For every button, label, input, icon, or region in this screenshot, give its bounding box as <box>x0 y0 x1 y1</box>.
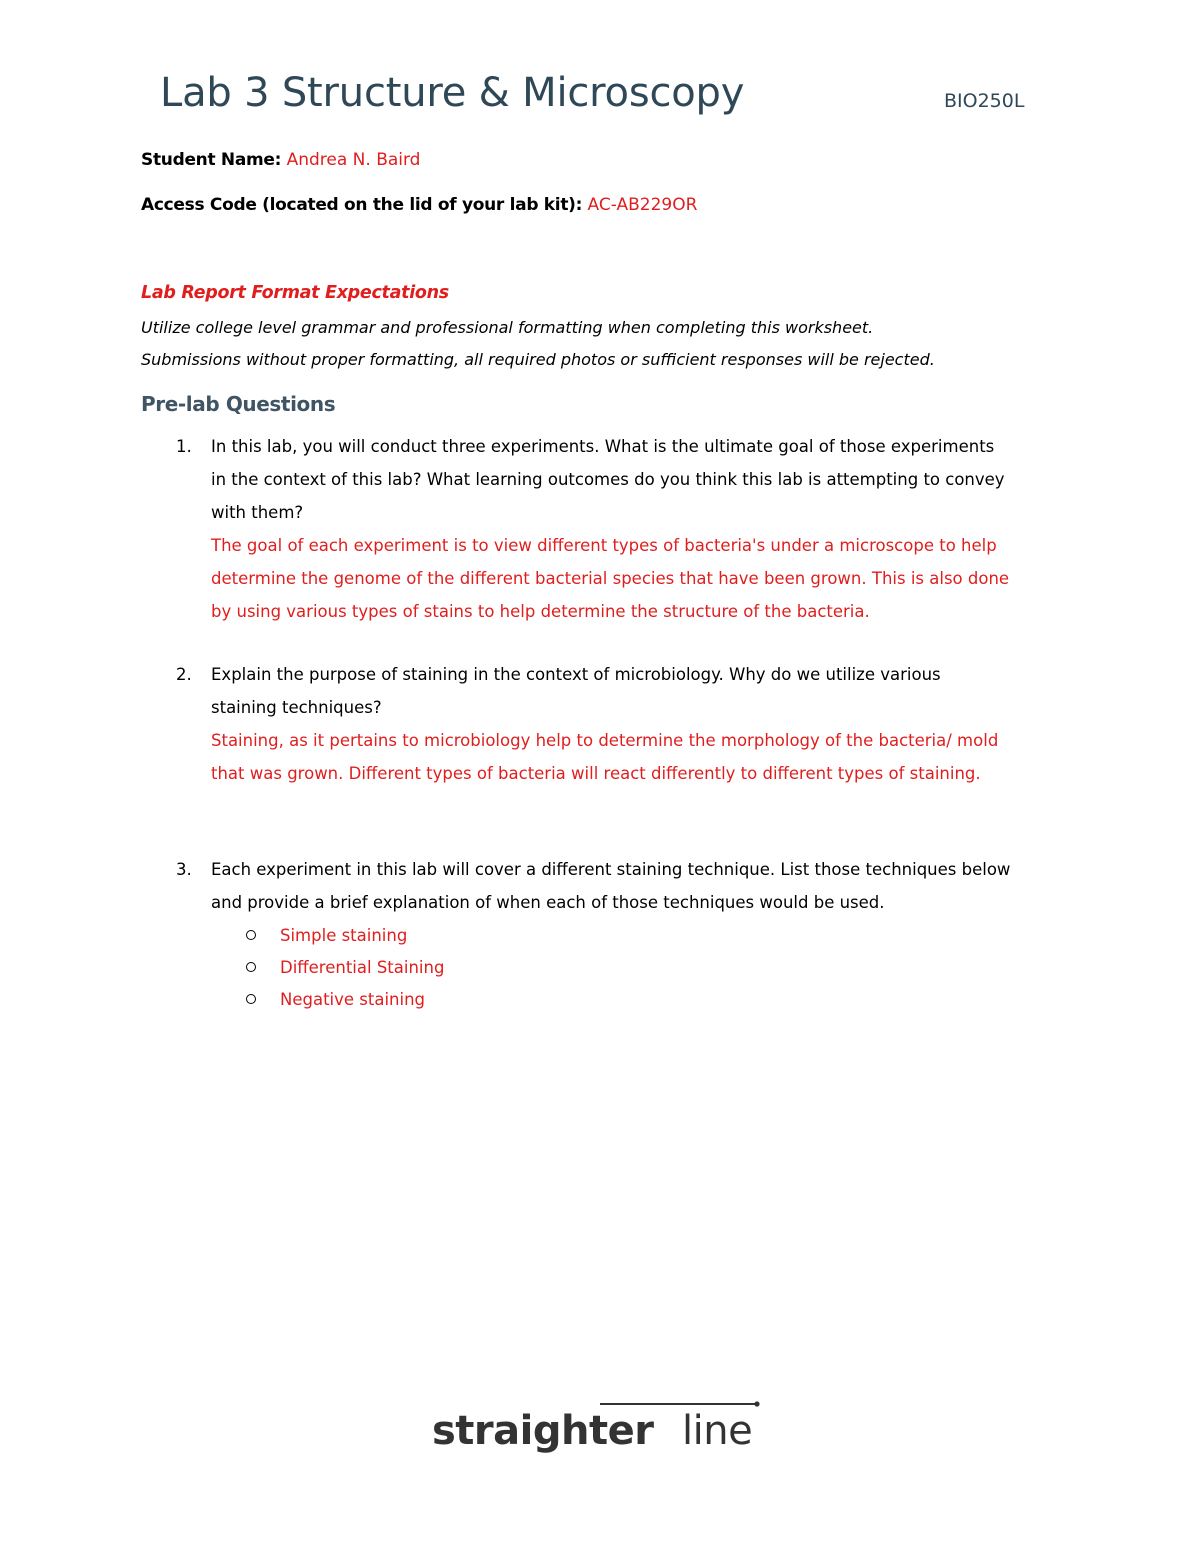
question-answer: Staining, as it pertains to microbiology help to determine the morphology of the bacteria/ mold that was grown. Different types of bacteria will react differently to different types of staining. <box>211 731 999 783</box>
access-code-row <box>141 195 697 215</box>
logo-text-light: line <box>682 1408 753 1454</box>
logo-graphic <box>432 1400 762 1464</box>
question-text: Explain the purpose of staining in the context of microbiology. Why do we utilize various staining techniques? <box>211 665 941 717</box>
technique-label: Negative staining <box>280 990 426 1009</box>
circle-bullet-icon <box>246 962 256 972</box>
student-name-row <box>141 150 420 170</box>
technique-label: Differential Staining <box>280 958 445 977</box>
student-name-value: Andrea N. Baird <box>286 150 421 170</box>
question-number: 2. <box>176 665 192 684</box>
prelab-heading: Pre-lab Questions <box>141 392 336 416</box>
page-title: Lab 3 Structure & Microscopy <box>160 70 745 116</box>
question-answer: The goal of each experiment is to view different types of bacteria's under a microscope to help determine the genome of the different bacterial species that have been grown. This is also done by using various types of stains to help determine the structure of the bacteria. <box>211 536 1010 621</box>
logo-dot <box>754 1401 759 1406</box>
format-line-1: Utilize college level grammar and professional formatting when completing this worksheet. <box>141 318 874 337</box>
access-code-value: AC-AB229OR <box>587 195 698 215</box>
list-item <box>246 990 425 1009</box>
question-text: Each experiment in this lab will cover a different staining technique. List those techniques below and provide a brief explanation of when each of those techniques would be used. <box>211 860 1011 912</box>
question-number: 1. <box>176 437 192 456</box>
question-text: In this lab, you will conduct three experiments. What is the ultimate goal of those experiments in the context of this lab? What learning outcomes do you think this lab is attempting to convey with them? <box>211 437 1005 522</box>
course-code: BIO250L <box>944 90 1025 112</box>
student-name-label: Student Name: <box>141 150 282 170</box>
format-expectations-heading: Lab Report Format Expectations <box>141 283 449 303</box>
straighterline-logo <box>432 1400 762 1468</box>
access-code-label: Access Code (located on the lid of your lab kit): <box>141 195 583 215</box>
list-item <box>246 958 444 977</box>
technique-label: Simple staining <box>280 926 408 945</box>
circle-bullet-icon <box>246 930 256 940</box>
list-item <box>246 926 407 945</box>
question-number: 3. <box>176 860 192 879</box>
circle-bullet-icon <box>246 994 256 1004</box>
format-line-2: Submissions without proper formatting, all required photos or sufficient responses will be rejected. <box>141 350 935 369</box>
logo-text-bold: straighter <box>432 1408 654 1454</box>
